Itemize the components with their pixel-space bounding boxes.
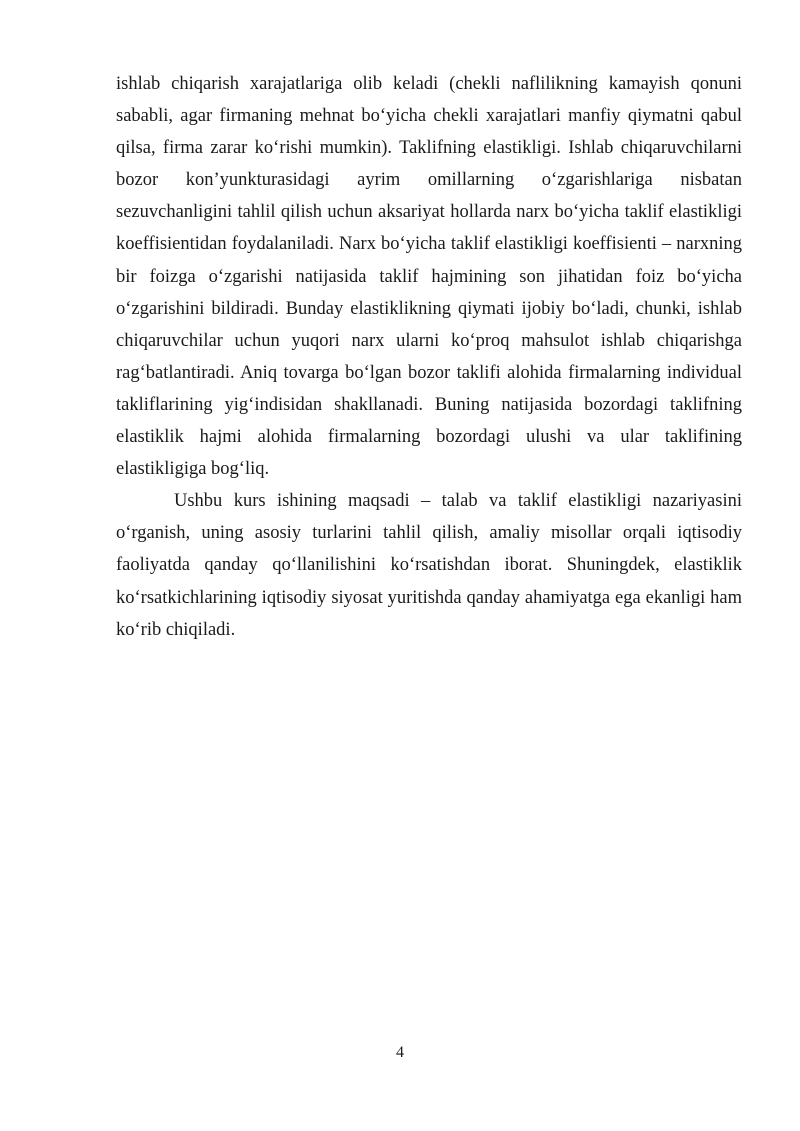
page-number: 4 xyxy=(396,1044,404,1061)
body-text xyxy=(116,68,742,646)
paragraph-aim: Ushbu kurs ishining maqsadi – talab va taklif elastikligi nazariyasini o‘rganish, uning asosiy turlarini tahlil qilish, amaliy misollar orqali iqtisodiy faoliyatda qanday qo‘llanilishini ko‘rsatishdan iborat. Shuningdek, elastiklik ko‘rsatkichlarining iqtisodiy siyosat yuritishda qanday ahamiyatga ega ekanligi ham ko‘rib chiqiladi. xyxy=(116,491,742,640)
paragraph-continuation: ishlab chiqarish xarajatlariga olib keladi (chekli naflilikning kamayish qonuni sababli, agar firmaning mehnat bo‘yicha chekli xarajatlari manfiy qiymatni qabul qilsa, firma zarar ko‘rishi mumkin). Taklifning elastikligi. Ishlab chiqaruvchilarni bozor kon’yunkturasidagi ayrim omillarning o‘zgarishlariga nisbatan sezuvchanligini tahlil qilish uchun aksariyat hollarda narx bo‘yicha taklif elastikligi koeffisientidan foydalaniladi. Narx bo‘yicha taklif elastikligi koeffisienti – narxning bir foizga o‘zgarishi natijasida taklif hajmining son jihatidan foiz bo‘yicha o‘zgarishini bildiradi. Bunday elastiklikning qiymati ijobiy bo‘ladi, chunki, ishlab chiqaruvchilar uchun yuqori narx ularni ko‘proq mahsulot ishlab chiqarishga rag‘batlantiradi. Aniq tovarga bo‘lgan bozor taklifi alohida firmalarning individual takliflarining yig‘indisidan shakllanadi. Buning natijasida bozordagi taklifning elastiklik hajmi alohida firmalarning bozordagi ulushi va ular taklifining elastikligiga bog‘liq. xyxy=(116,74,742,480)
